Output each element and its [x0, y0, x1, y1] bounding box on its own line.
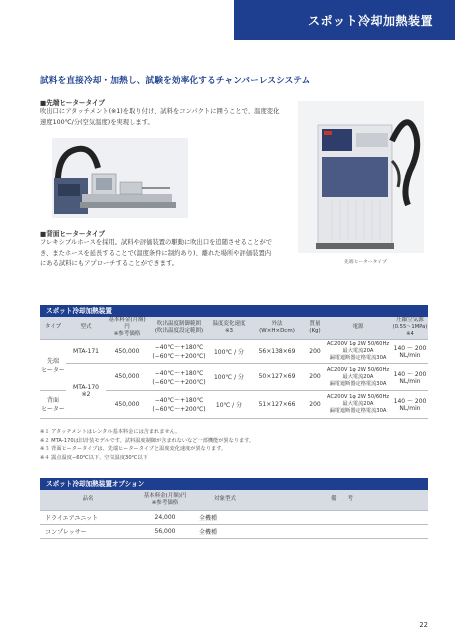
header-line: ※参考価格	[113, 331, 141, 338]
table-row	[40, 363, 428, 390]
cell-line: AC200V 1φ 2W 50/60Hz	[326, 394, 390, 400]
weight-cell: 200	[306, 363, 324, 390]
name-cell: ドライエアユニット	[40, 510, 136, 524]
header-line: 質量	[309, 320, 321, 327]
option-table-title: スポット冷却加熱装置オプション	[40, 478, 428, 490]
page-number: 22	[419, 621, 428, 629]
type-cell-tip	[40, 339, 66, 390]
cell-line: 漏電遮断器定格電流30A	[329, 408, 387, 414]
cell-line: AC200V 1φ 2W 50/60Hz	[326, 366, 390, 373]
header-line: 圧縮空気源	[396, 317, 424, 324]
header-line: 吹出温度制御範囲	[156, 320, 201, 327]
temp-rate-cell: 100℃ / 分	[210, 363, 248, 390]
price-cell: 24,000	[136, 510, 194, 524]
header-line: (W×H×Dcm)	[259, 327, 295, 334]
cell-line: ※2	[81, 390, 91, 398]
table-row	[40, 510, 428, 524]
header-line: (Kg)	[309, 327, 321, 334]
spec-table-title: スポット冷却加熱装置	[40, 305, 428, 317]
air-cell	[392, 390, 428, 418]
price-cell: 56,000	[136, 524, 194, 538]
footnote: ※２ MTA-170は旧計装モデルです。試料温度制御が含まれないなど一部機能が異なります。	[40, 437, 255, 444]
section-heading-tip-heater: ■先端ヒータータイプ	[40, 99, 105, 107]
air-cell	[392, 363, 428, 390]
header-line: 温度変化速度	[212, 320, 246, 327]
dims-cell: 51×127×66	[248, 390, 306, 418]
header-line: ※3	[224, 327, 234, 334]
temp-rate-cell: 10℃ / 分	[210, 390, 248, 418]
cell-line: 140 ～ 200	[393, 398, 427, 405]
col-power: 電源	[324, 317, 392, 339]
footnotes	[40, 428, 254, 462]
col-temp-rate	[210, 317, 248, 339]
col-model: 対象型式	[194, 490, 256, 510]
cell-line: −40℃～+180℃	[154, 369, 204, 377]
header-line: (0.55～1MPa) ※4	[392, 324, 428, 338]
col-type: タイプ	[40, 317, 66, 339]
col-model: 型式	[66, 317, 106, 339]
cell-line: 140 ～ 200	[393, 345, 427, 352]
weight-cell: 200	[306, 339, 324, 363]
price-cell: 450,000	[106, 339, 148, 363]
cell-line: 140 ～ 200	[393, 370, 427, 378]
price-cell: 450,000	[106, 390, 148, 418]
header-line: 基本料金(月額)円	[143, 492, 187, 499]
cell-line: AC200V 1φ 2W 50/60Hz	[326, 341, 390, 347]
spec-table	[40, 317, 428, 419]
remarks-cell	[256, 524, 428, 538]
footnote: ※１ アタッチメントはレンタル基本料金には含まれません。	[40, 429, 181, 435]
name-cell: コンプレッサー	[40, 524, 136, 538]
power-cell	[324, 339, 392, 363]
dims-cell: 56×138×69	[248, 339, 306, 363]
air-cell	[392, 339, 428, 363]
body-line: 吹出口にアタッチメント(※1)を取り付け、試料をコンパクトに囲うことで、温度変化	[40, 108, 280, 115]
col-remarks: 備 考	[256, 490, 428, 510]
dims-cell: 50×127×69	[248, 363, 306, 390]
footnote: ※３ 背面ヒータータイプは、先端ヒータータイプと温度変化速度が異なります。	[40, 446, 227, 453]
option-table	[40, 490, 428, 539]
cell-line: −40℃～+180℃	[154, 344, 204, 351]
body-line: き、またホースを延長することで(温度条件に制約あり)、離れた場所や評価装置内	[40, 249, 272, 257]
temp-range-cell	[148, 339, 210, 363]
power-cell	[324, 390, 392, 418]
body-line: フレキシブルホースを採用。試料や評価装置の駆動に吹出口を追随させることがで	[40, 239, 273, 246]
model-cell: 全機種	[194, 524, 256, 538]
cell-line: 背面	[46, 397, 59, 404]
header-band	[234, 0, 455, 40]
col-temp-range	[148, 317, 210, 339]
col-price	[106, 317, 148, 339]
cell-line: ヒーター	[41, 366, 65, 374]
cell-line: ヒーター	[41, 406, 65, 413]
header-line: (吹出温度設定範囲)	[154, 327, 204, 334]
col-dims	[248, 317, 306, 339]
remarks-cell	[256, 510, 428, 524]
subtitle: 試料を直接冷却・加熱し、試験を効率化するチャンバーレスシステム	[40, 76, 311, 86]
model-cell: MTA-171	[66, 339, 106, 363]
header-line: ※参考価格	[151, 499, 179, 506]
cell-line: NL/min	[399, 405, 421, 412]
cell-line: (−60℃～+200℃)	[152, 406, 206, 413]
cell-line: 漏電遮断器定格電流30A	[329, 380, 387, 387]
body-line: 速度100℃/分(空気温度)を実現します。	[40, 118, 154, 126]
cell-line: MTA-170	[73, 383, 99, 391]
table-row	[40, 339, 428, 363]
photo-caption: 先端ヒータータイプ	[344, 260, 387, 265]
cell-line: NL/min	[399, 352, 421, 359]
cell-line: 漏電遮断器定格電流30A	[329, 355, 387, 361]
temp-range-cell	[148, 363, 210, 390]
temp-rate-cell: 100℃ / 分	[210, 339, 248, 363]
power-cell	[324, 363, 392, 390]
temp-range-cell	[148, 390, 210, 418]
section-body-tip-heater	[40, 107, 279, 128]
body-line: にある試料にもアプローチすることができます。	[40, 260, 179, 267]
col-air	[392, 317, 428, 339]
col-weight	[306, 317, 324, 339]
cell-line: −40℃～+180℃	[154, 397, 204, 404]
header-line: 基本料金(月額)円	[108, 317, 146, 331]
col-price	[136, 490, 194, 510]
cell-line: (−60℃～+200℃)	[152, 353, 206, 360]
rear-heater-photo	[298, 101, 424, 253]
model-cell: 全機種	[194, 510, 256, 524]
cell-line: NL/min	[399, 377, 421, 385]
weight-cell: 200	[306, 390, 324, 418]
header-line: 外法	[271, 320, 283, 327]
table-row	[40, 524, 428, 538]
tip-heater-photo	[52, 138, 188, 218]
model-cell	[66, 363, 106, 418]
section-body-rear-heater	[40, 238, 272, 270]
footnote: ※４ 露点温度−60℃以下、空気温度30℃以下	[40, 454, 148, 461]
cell-line: 先端	[46, 357, 59, 365]
col-name: 品名	[40, 490, 136, 510]
price-cell: 450,000	[106, 363, 148, 390]
cell-line: 最大電流20A	[342, 373, 374, 380]
cell-line: (−60℃～+200℃)	[152, 378, 206, 386]
type-cell-rear	[40, 390, 66, 418]
page-title: スポット冷却加熱装置	[307, 14, 433, 28]
cell-line: 最大電流20A	[342, 348, 374, 354]
cell-line: 最大電流20A	[342, 401, 374, 407]
section-heading-rear-heater: ■背面ヒータータイプ	[40, 230, 105, 238]
